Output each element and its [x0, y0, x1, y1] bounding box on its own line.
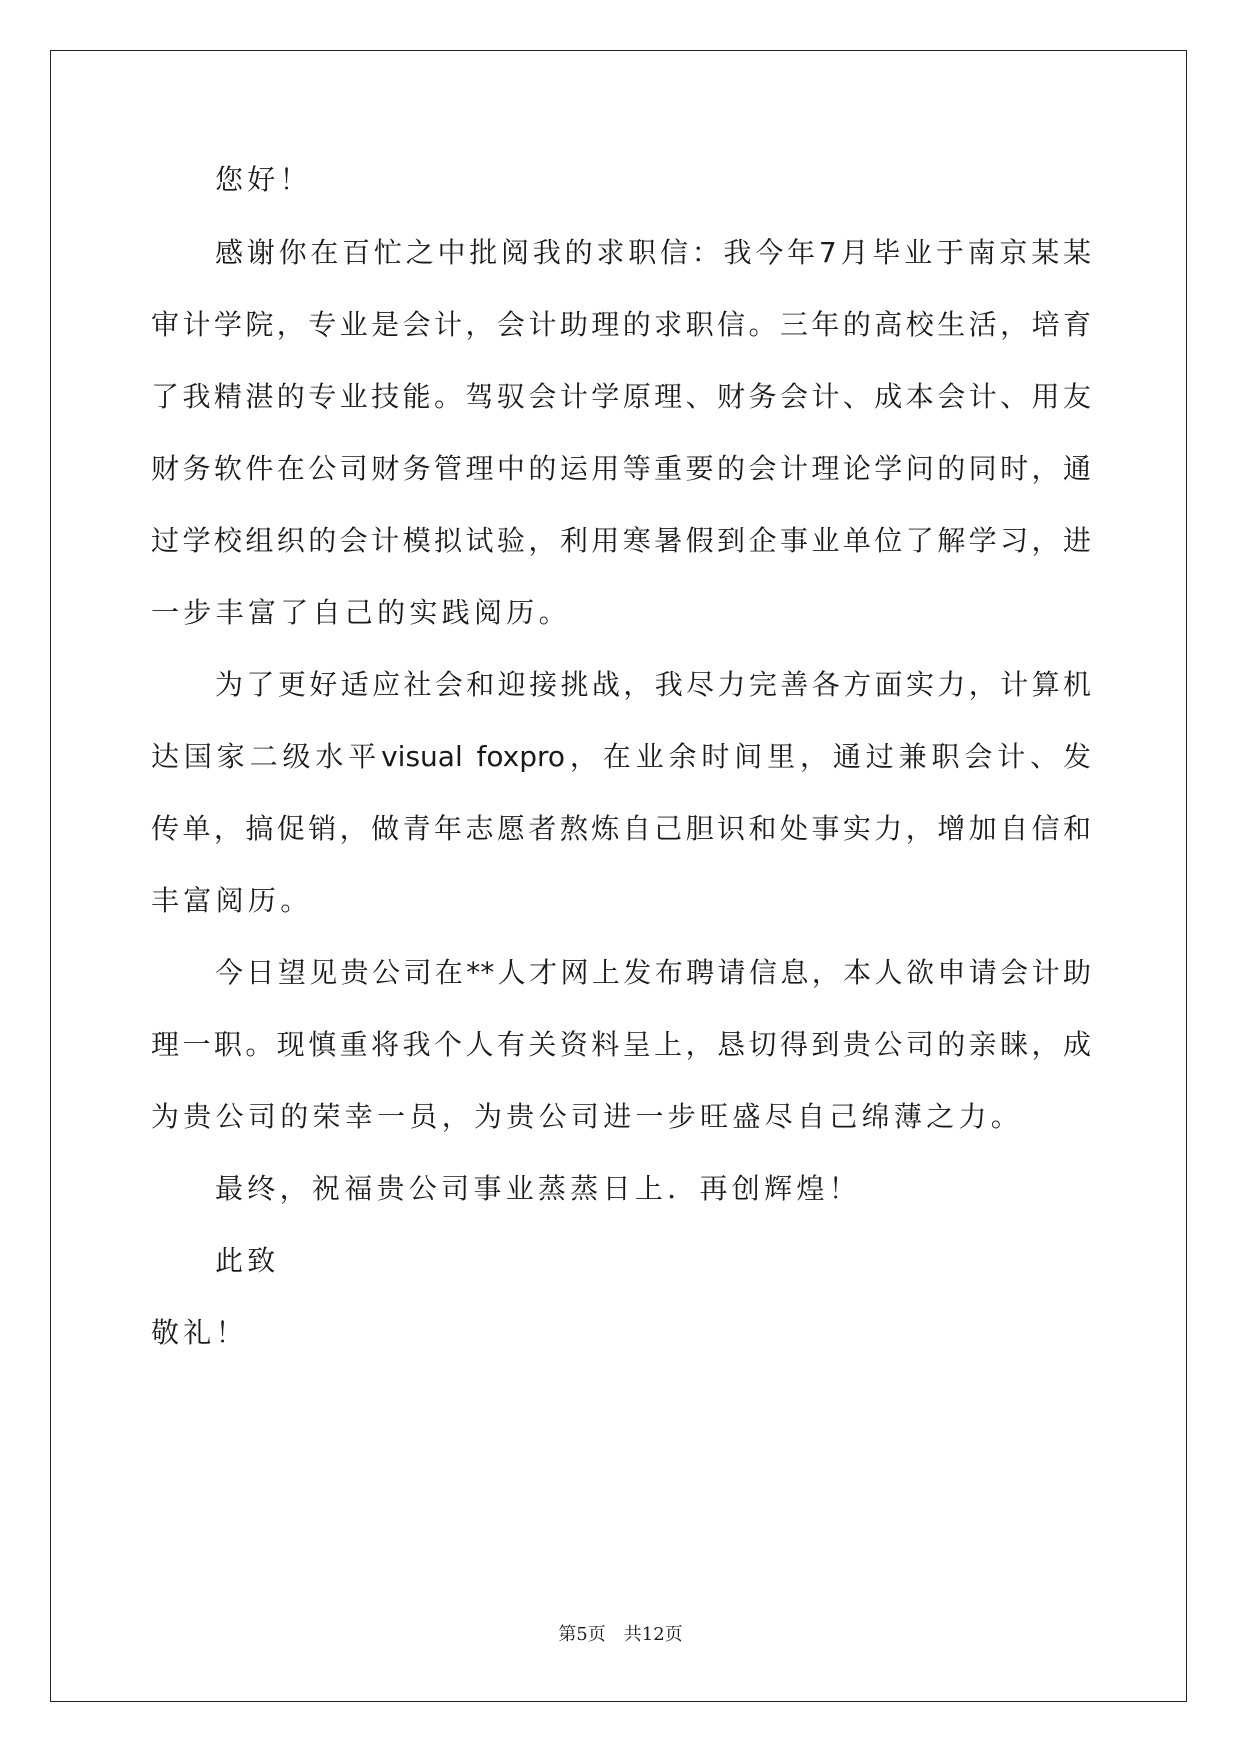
- paragraph-2-line-4: 丰富阅历。: [151, 884, 313, 917]
- page-number: 第5页 共12页: [558, 1624, 683, 1645]
- paragraph-1-line-2: 审计学院，专业是会计，会计助理的求职信。三年的高校生活，培育: [151, 308, 1091, 341]
- paragraph-3-line-2: 理一职。现慎重将我个人有关资料呈上，恳切得到贵公司的亲睐，成: [151, 1028, 1091, 1061]
- paragraph-2-line-2: 达国家二级水平visual foxpro，在业余时间里，通过兼职会计、发: [151, 740, 1091, 773]
- greeting: 您好！: [215, 163, 312, 196]
- paragraph-1-line-3: 了我精湛的专业技能。驾驭会计学原理、财务会计、成本会计、用友: [151, 380, 1091, 413]
- paragraph-1-line-1: 感谢你在百忙之中批阅我的求职信：我今年7月毕业于南京某某: [215, 236, 1091, 269]
- paragraph-1-line-6: 一步丰富了自己的实践阅历。: [151, 596, 571, 629]
- paragraph-1-line-5: 过学校组织的会计模拟试验，利用寒暑假到企事业单位了解学习，进: [151, 524, 1091, 557]
- closing: 此致: [215, 1244, 280, 1277]
- paragraph-3-line-3: 为贵公司的荣幸一员，为贵公司进一步旺盛尽自己绵薄之力。: [151, 1100, 1024, 1133]
- paragraph-1-line-4: 财务软件在公司财务管理中的运用等重要的会计理论学问的同时，通: [151, 452, 1091, 485]
- paragraph-2-line-3: 传单，搞促销，做青年志愿者熬炼自己胆识和处事实力，增加自信和: [151, 812, 1091, 845]
- salutation: 敬礼！: [151, 1316, 248, 1349]
- paragraph-3-line-1: 今日望见贵公司在**人才网上发布聘请信息，本人欲申请会计助: [215, 956, 1091, 989]
- paragraph-2-line-1: 为了更好适应社会和迎接挑战，我尽力完善各方面实力，计算机: [215, 668, 1091, 701]
- page-border: [50, 50, 1187, 1702]
- paragraph-4-line-1: 最终，祝福贵公司事业蒸蒸日上．再创辉煌！: [215, 1172, 862, 1205]
